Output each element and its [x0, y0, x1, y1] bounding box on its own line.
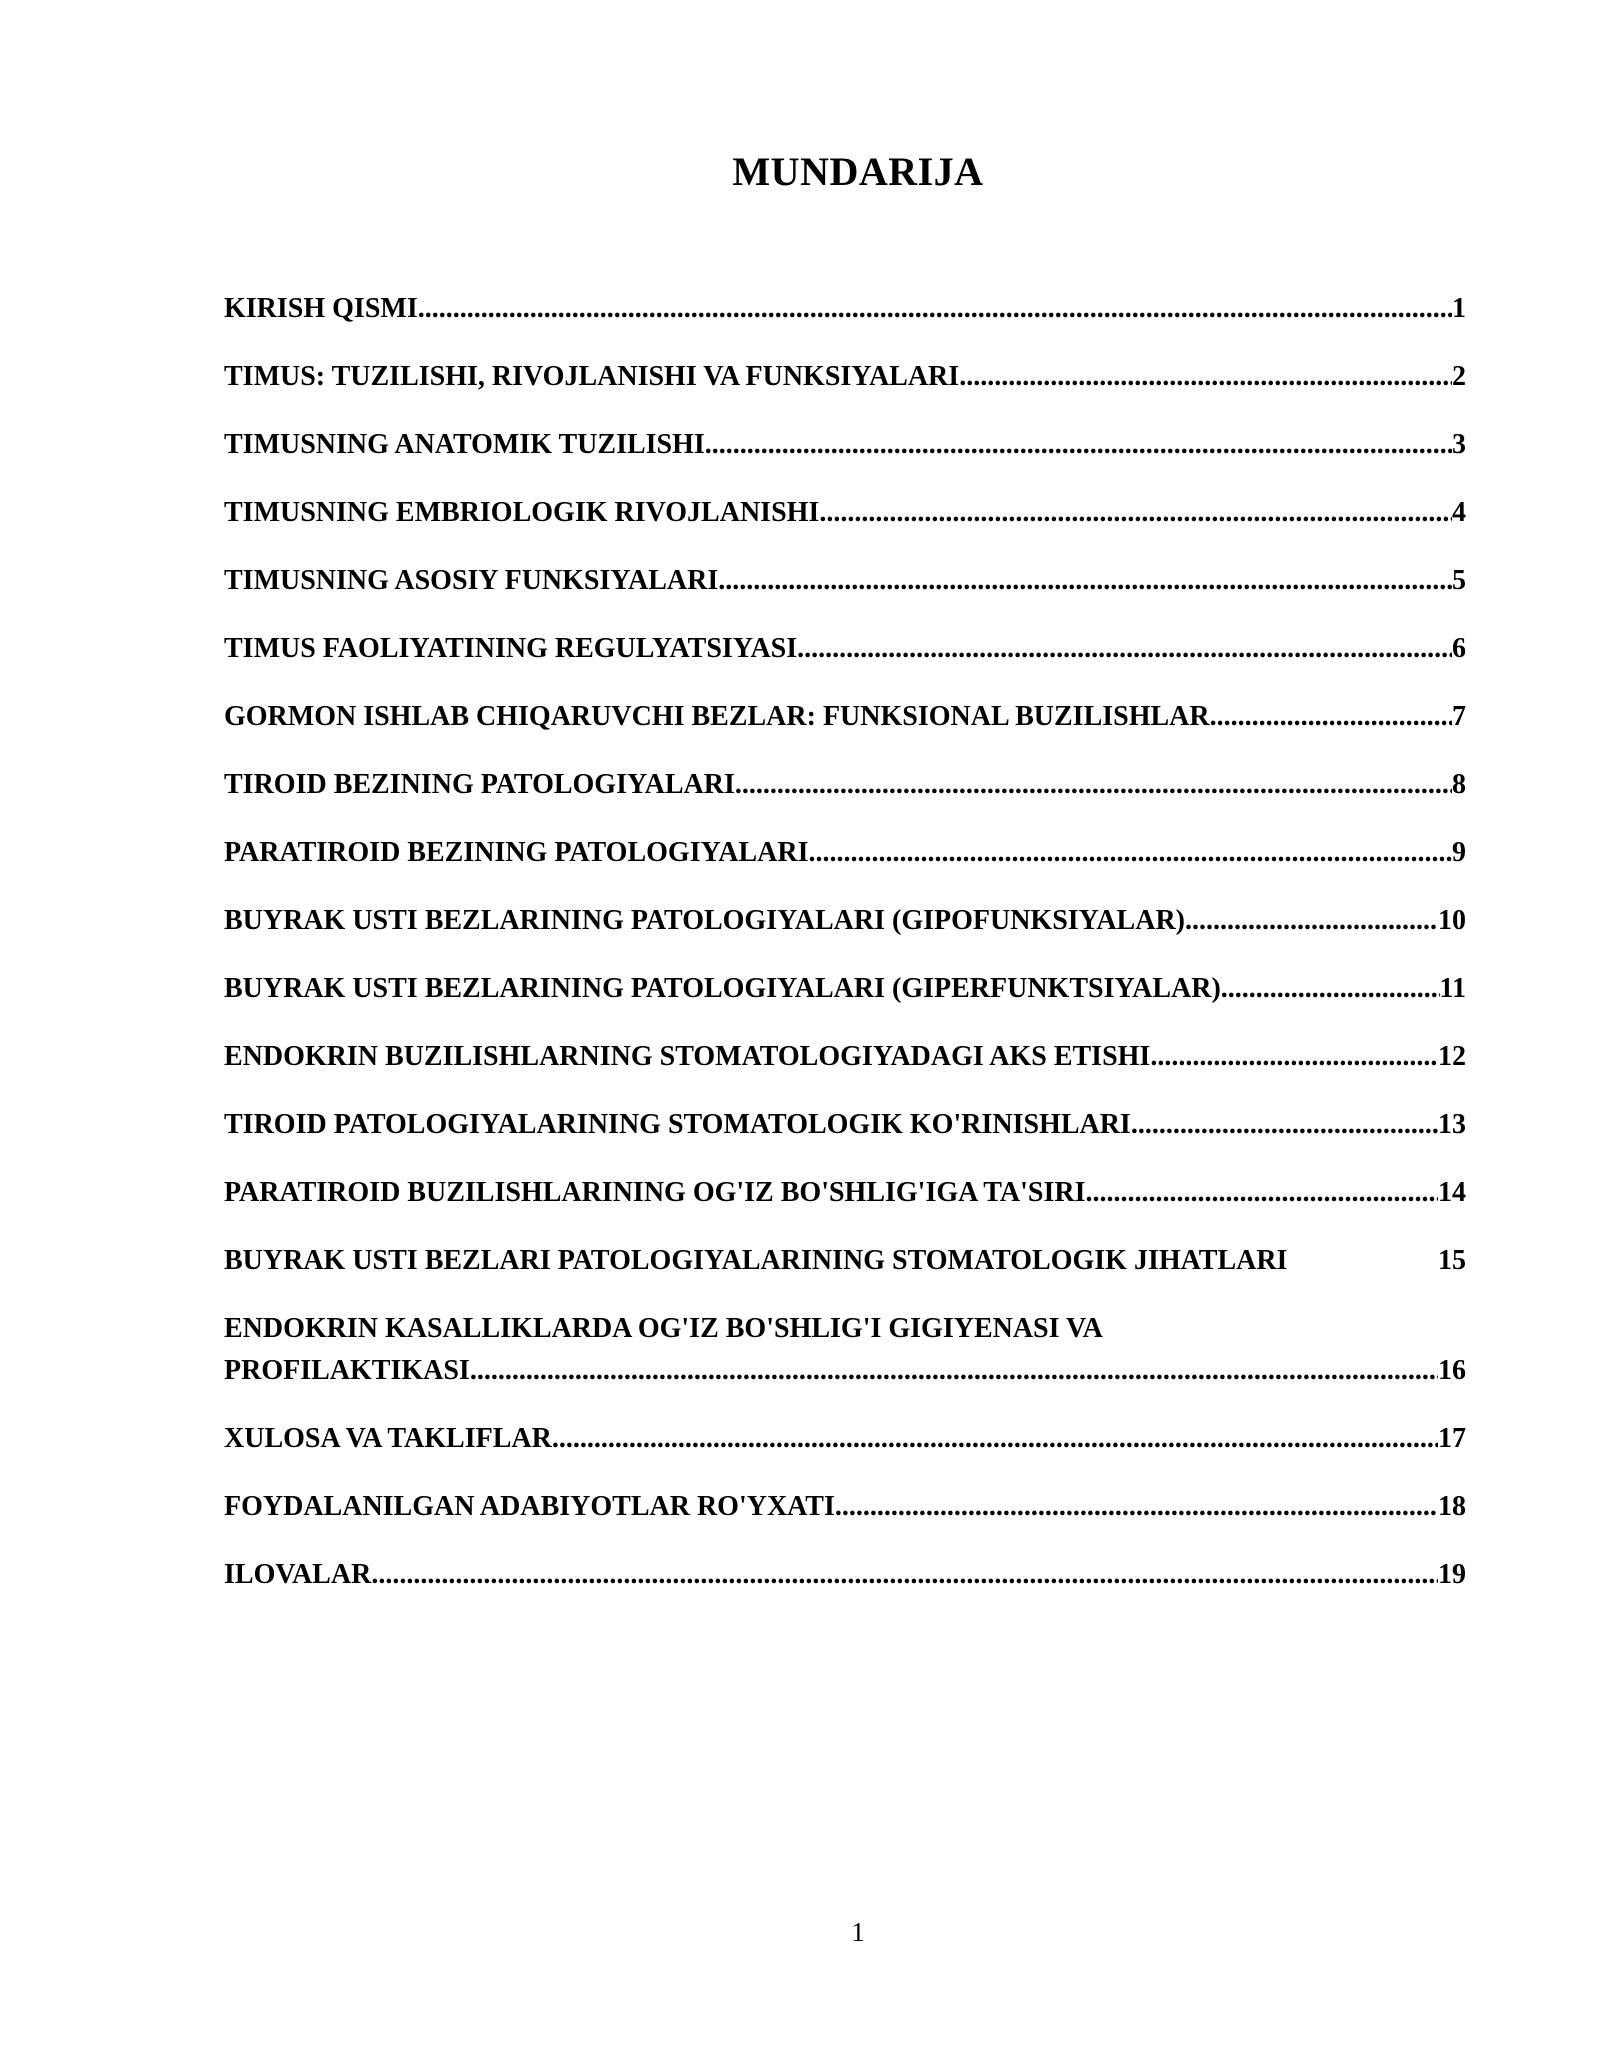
toc-entry-buyrak-usti-gipofunksiyalar[interactable] — [224, 900, 1466, 942]
toc-page-number: 5 — [1452, 565, 1466, 596]
toc-dot-leader — [1221, 968, 1440, 1010]
toc-entry-asosiy-funksiyalari[interactable] — [224, 560, 1466, 602]
toc-dot-leader — [718, 560, 1452, 602]
toc-dot-leader — [819, 492, 1452, 534]
toc-entry-label: TIMUSNING ASOSIY FUNKSIYALARI — [224, 565, 719, 596]
page-title: MUNDARIJA — [732, 149, 984, 194]
toc-page-number: 3 — [1452, 429, 1466, 460]
toc-dot-leader — [959, 356, 1452, 398]
toc-dot-leader — [705, 424, 1452, 466]
toc-entry-gormon-bezlar[interactable] — [224, 696, 1466, 738]
toc-entry-kirish-qismi[interactable] — [224, 288, 1466, 330]
toc-page-number: 11 — [1439, 973, 1466, 1004]
toc-entry-tiroid-stomatologik[interactable] — [224, 1104, 1466, 1146]
toc-entry-label: XULOSA VA TAKLIFLAR — [224, 1423, 552, 1454]
toc-entry-label: ENDOKRIN BUZILISHLARNING STOMATOLOGIYADAGI AKS ETISHI — [224, 1041, 1151, 1072]
toc-entry-timus[interactable] — [224, 356, 1466, 398]
toc-entry-paratiroid-ogiz[interactable] — [224, 1172, 1466, 1214]
toc-entry-label-line2: PROFILAKTIKASI — [224, 1355, 470, 1386]
toc-entry-label: ILOVALAR — [224, 1559, 372, 1590]
toc-entry-label: TIMUSNING ANATOMIK TUZILISHI — [224, 429, 705, 460]
toc-entry-label: TIMUSNING EMBRIOLOGIK RIVOJLANISHI — [224, 497, 820, 528]
toc-dot-leader — [1185, 900, 1438, 942]
toc-page-number: 15 — [1438, 1245, 1466, 1276]
toc-entry-buyrak-usti-stomatologik[interactable] — [224, 1240, 1466, 1282]
toc-entry-label: TIMUS FAOLIYATINING REGULYATSIYASI — [224, 633, 798, 664]
toc-entry-anatomik-tuzilishi[interactable] — [224, 424, 1466, 466]
toc-entry-label: BUYRAK USTI BEZLARI PATOLOGIYALARINING STOMATOLOGIK JIHATLARI — [224, 1245, 1288, 1276]
toc-page-number: 16 — [1438, 1355, 1466, 1386]
toc-dot-leader — [418, 288, 1452, 330]
toc-dot-leader — [835, 1486, 1438, 1528]
toc-entry-label: PARATIROID BEZINING PATOLOGIYALARI — [224, 837, 809, 868]
toc-dot-leader — [470, 1350, 1438, 1392]
toc-page-number: 17 — [1438, 1423, 1466, 1454]
toc-page-number: 13 — [1438, 1109, 1466, 1140]
toc-dot-leader — [552, 1418, 1438, 1460]
toc-dot-leader — [1210, 696, 1452, 738]
toc-entry-ilovalar[interactable] — [224, 1554, 1466, 1596]
toc-dot-leader — [371, 1554, 1438, 1596]
toc-entry-embriologik-rivojlanishi[interactable] — [224, 492, 1466, 534]
toc-dot-leader — [1085, 1172, 1438, 1214]
toc-dot-leader — [1131, 1104, 1438, 1146]
toc-entry-label: BUYRAK USTI BEZLARINING PATOLOGIYALARI (GIPERFUNKTSIYALAR) — [224, 973, 1221, 1004]
toc-entry-label: KIRISH QISMI — [224, 293, 418, 324]
toc-entry-label-line1: ENDOKRIN KASALLIKLARDA OG'IZ BO'SHLIG'I GIGIYENASI VA — [224, 1313, 1103, 1344]
toc-dot-leader — [1150, 1036, 1438, 1078]
page-footer-number: 1 — [851, 1917, 865, 1947]
toc-entry-label: FOYDALANILGAN ADABIYOTLAR RO'YXATI — [224, 1491, 835, 1522]
toc-entry-adabiyotlar[interactable] — [224, 1486, 1466, 1528]
toc-entry-label: TIROID BEZINING PATOLOGIYALARI — [224, 769, 735, 800]
toc-entry-label: PARATIROID BUZILISHLARINING OG'IZ BO'SHLIG'IGA TA'SIRI — [224, 1177, 1086, 1208]
toc-page-number: 8 — [1452, 769, 1466, 800]
toc-page-number: 18 — [1438, 1491, 1466, 1522]
toc-entry-line2 — [224, 1350, 1466, 1392]
toc-page-number: 4 — [1452, 497, 1466, 528]
toc-page-number: 7 — [1452, 701, 1466, 732]
toc-entry-paratiroid-patologiyalari[interactable] — [224, 832, 1466, 874]
toc-page-number: 19 — [1438, 1559, 1466, 1590]
toc-page-number: 6 — [1452, 633, 1466, 664]
toc-entry-xulosa[interactable] — [224, 1418, 1466, 1460]
toc-dot-leader — [808, 832, 1452, 874]
toc-entry-label: GORMON ISHLAB CHIQARUVCHI BEZLAR: FUNKSIONAL BUZILISHLAR — [224, 701, 1210, 732]
toc-page-number: 14 — [1438, 1177, 1466, 1208]
toc-entry-endokrin-stomatologiya[interactable] — [224, 1036, 1466, 1078]
toc-page-number: 10 — [1438, 905, 1466, 936]
toc-entry-endokrin-gigiyena[interactable] — [224, 1308, 1466, 1392]
toc-page-number: 12 — [1438, 1041, 1466, 1072]
toc-entry-tiroid-patologiyalari[interactable] — [224, 764, 1466, 806]
toc-entry-label: TIROID PATOLOGIYALARINING STOMATOLOGIK KO'RINISHLARI — [224, 1109, 1131, 1140]
toc-page-number: 1 — [1452, 293, 1466, 324]
toc-dot-leader — [797, 628, 1452, 670]
toc-page-number: 2 — [1452, 361, 1466, 392]
toc-entry-regulyatsiyasi[interactable] — [224, 628, 1466, 670]
toc-entry-label: BUYRAK USTI BEZLARINING PATOLOGIYALARI (GIPOFUNKSIYALAR) — [224, 905, 1185, 936]
toc-page-number: 9 — [1452, 837, 1466, 868]
toc-entry-label: TIMUS: TUZILISHI, RIVOJLANISHI VA FUNKSIYALARI — [224, 361, 960, 392]
toc-dot-leader — [735, 764, 1452, 806]
toc-entry-buyrak-usti-giperfunktsiyalar[interactable] — [224, 968, 1466, 1010]
table-of-contents — [224, 288, 1466, 1622]
